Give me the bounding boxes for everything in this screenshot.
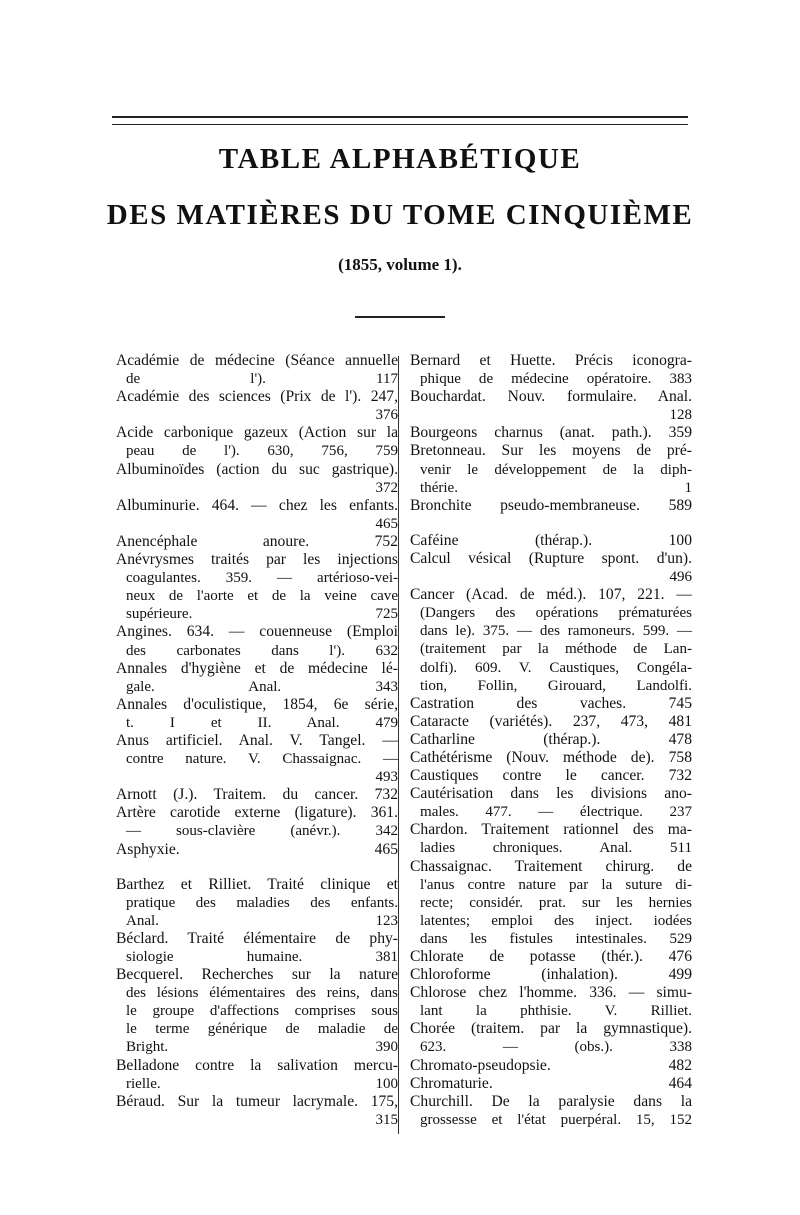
- index-entry-line: Béraud. Sur la tumeur lacrymale. 175,: [116, 1092, 398, 1110]
- index-entry-line: thérie. 1: [420, 479, 692, 496]
- index-entry: [410, 352, 692, 388]
- index-entry-line: — sous-clavière (anévr.). 342: [126, 823, 398, 840]
- index-entry: [410, 424, 692, 442]
- index-entry-line: Chardon. Traitement rationnel des ma-: [410, 821, 692, 839]
- index-entry: [410, 749, 692, 767]
- index-entry-line: des carbonates dans l'). 632: [126, 642, 398, 659]
- index-entry-line: gale. Anal. 343: [126, 678, 398, 695]
- index-entry-line: dans les fistules intestinales. 529: [420, 930, 692, 947]
- index-entry-line: Anal. 123: [126, 912, 398, 929]
- index-entry: [410, 1020, 692, 1056]
- index-entry: [116, 696, 398, 732]
- index-entry: [410, 966, 692, 984]
- index-entry-line: phique de médecine opératoire. 383: [420, 371, 692, 388]
- index-entry-line: Chassaignac. Traitement chirurg. de: [410, 857, 692, 875]
- index-entry: [116, 388, 398, 424]
- index-entry-line: Acide carbonique gazeux (Action sur la: [116, 424, 398, 442]
- index-entry: [410, 767, 692, 785]
- index-entry: [410, 731, 692, 749]
- index-entry-line: tion, Follin, Girouard, Landolfi.: [420, 677, 692, 694]
- index-entry-line: Becquerel. Recherches sur la nature: [116, 966, 398, 984]
- index-entry-line: latentes; emploi des inject. iodées: [420, 912, 692, 929]
- index-entry-line: Annales d'oculistique, 1854, 6e série,: [116, 695, 398, 713]
- index-entry-line: Caféine (thérap.). 100: [410, 531, 692, 549]
- index-entry: [410, 984, 692, 1020]
- index-entry-line: supérieure. 725: [126, 606, 398, 623]
- index-entry-line: males. 477. — électrique. 237: [420, 804, 692, 821]
- index-entry-line: Bronchite pseudo-membraneuse. 589: [410, 496, 692, 514]
- index-entry: [116, 551, 398, 623]
- index-entry-line: siologie humaine. 381: [126, 949, 398, 965]
- index-entry-line: Calcul vésical (Rupture spont. d'un).: [410, 549, 692, 567]
- index-entry-line: Chorée (traitem. par la gymnastique).: [410, 1020, 692, 1038]
- index-entry: [116, 786, 398, 804]
- index-entry: [116, 497, 398, 533]
- index-entry-line: Chlorate de potasse (thér.). 476: [410, 948, 692, 965]
- index-entry-line: (Dangers des opérations prématurées: [420, 605, 692, 622]
- index-entry-line: venir le développement de la diph-: [420, 461, 692, 478]
- index-entry-line: Bernard et Huette. Précis iconogra-: [410, 352, 692, 369]
- index-entry-line: Asphyxie. 465: [116, 840, 398, 858]
- index-entry: [116, 424, 398, 460]
- index-entry-line: 372: [375, 479, 398, 496]
- index-entry: [116, 1093, 398, 1129]
- index-entry: [410, 948, 692, 966]
- index-entry: [116, 966, 398, 1056]
- title-line-1: TABLE ALPHABÉTIQUE: [218, 143, 582, 175]
- index-entry: [116, 876, 398, 930]
- index-entry-line: Catharline (thérap.). 478: [410, 730, 692, 748]
- index-entry-line: Arnott (J.). Traitem. du cancer. 732: [116, 786, 398, 804]
- index-entry: [410, 858, 692, 948]
- index-entry-line: 376: [375, 407, 398, 424]
- index-entry-line: peau de l'). 630, 756, 759: [126, 443, 398, 460]
- index-entry-line: Barthez et Rilliet. Traité clinique et: [116, 875, 398, 893]
- index-entry-line: 465: [375, 515, 398, 532]
- top-double-rule: [112, 116, 688, 118]
- index-entry: [116, 352, 398, 388]
- index-entry: [116, 660, 398, 696]
- index-entry-line: Anencéphale anoure. 752: [116, 532, 398, 550]
- index-entry-line: Angines. 634. — couenneuse (Emploi: [116, 623, 398, 641]
- index-entry-line: Chloroforme (inhalation). 499: [410, 966, 692, 984]
- index-entry: [116, 623, 398, 659]
- index-entry: [116, 732, 398, 786]
- index-entry: [410, 388, 692, 424]
- index-entry-line: Belladone contre la salivation mercu-: [116, 1056, 398, 1074]
- index-entry: [410, 695, 692, 713]
- index-entry: [410, 442, 692, 496]
- top-double-rule-inner: [112, 124, 688, 125]
- index-entry-line: Chlorose chez l'homme. 336. — simu-: [410, 984, 692, 1002]
- right-index-column: [410, 352, 692, 1129]
- index-entry-line: 493: [375, 769, 398, 786]
- index-entry: [410, 586, 692, 695]
- index-entry-line: Académie de médecine (Séance annuelle: [116, 352, 398, 369]
- index-entry-line: Albuminurie. 464. — chez les enfants.: [116, 496, 398, 514]
- index-entry-line: Churchill. De la paralysie dans la: [410, 1092, 692, 1110]
- index-entry-line: Albuminoïdes (action du suc gastrique).: [116, 460, 398, 478]
- index-entry-line: rielle. 100: [126, 1075, 398, 1092]
- index-entry-line: Castration des vaches. 745: [410, 694, 692, 712]
- index-entry-line: Cathétérisme (Nouv. méthode de). 758: [410, 748, 692, 766]
- index-entry: [116, 533, 398, 551]
- index-entry: [410, 1093, 692, 1129]
- index-entry: [410, 713, 692, 731]
- index-entry-line: Béclard. Traité élémentaire de phy-: [116, 929, 398, 947]
- index-entry-line: Bourgeons charnus (anat. path.). 359: [410, 424, 692, 442]
- index-entry-line: t. I et II. Anal. 479: [126, 714, 398, 731]
- index-entry-line: (traitement par la méthode de Lan-: [420, 641, 692, 658]
- index-entry: [116, 1057, 398, 1093]
- index-entry-line: de l'). 117: [126, 371, 398, 388]
- index-entry: [410, 532, 692, 550]
- title-line-2: DES MATIÈRES DU TOME CINQUIÈME: [106, 199, 694, 231]
- index-entry-line: ladies chroniques. Anal. 511: [420, 840, 692, 857]
- index-entry-line: Cancer (Acad. de méd.). 107, 221. —: [410, 586, 692, 604]
- index-entry-line: Caustiques contre le cancer. 732: [410, 767, 692, 785]
- index-entry-line: Cautérisation dans les divisions ano-: [410, 785, 692, 803]
- index-entry-line: Annales d'hygiène et de médecine lé-: [116, 659, 398, 677]
- index-entry-line: neux de l'aorte et de la veine cave: [126, 588, 398, 605]
- index-entry-line: le terme générique de maladie de: [126, 1021, 398, 1038]
- index-entry: [116, 841, 398, 859]
- left-index-column: [116, 352, 398, 1129]
- index-entry-line: des lésions élémentaires des reins, dans: [126, 985, 398, 1002]
- index-entry: [116, 461, 398, 497]
- index-entry-line: Bretonneau. Sur les moyens de pré-: [410, 442, 692, 460]
- index-entry: [410, 1057, 692, 1075]
- index-entry: [410, 821, 692, 857]
- index-entry-line: 623. — (obs.). 338: [420, 1039, 692, 1056]
- index-entry-line: Anus artificiel. Anal. V. Tangel. —: [116, 731, 398, 749]
- index-entry-line: dans le). 375. — des ramoneurs. 599. —: [420, 623, 692, 640]
- index-entry-line: Bouchardat. Nouv. formulaire. Anal.: [410, 388, 692, 406]
- subtitle: (1855, volume 1).: [338, 255, 462, 274]
- short-rule: [355, 316, 445, 318]
- index-entry-line: Chromato-pseudopsie. 482: [410, 1056, 692, 1074]
- index-entry-line: Artère carotide externe (ligature). 361.: [116, 804, 398, 822]
- index-entry: [410, 1075, 692, 1093]
- index-entry: [116, 930, 398, 966]
- index-entry: [410, 785, 692, 821]
- index-entry-line: le groupe d'affections comprises sous: [126, 1003, 398, 1020]
- index-entry-line: dolfi). 609. V. Caustiques, Congéla-: [420, 659, 692, 676]
- index-entry-line: recte; considér. prat. sur les hernies: [420, 894, 692, 911]
- index-entry-line: Bright. 390: [126, 1039, 398, 1056]
- index-entry: [116, 804, 398, 840]
- index-entry: [410, 497, 692, 515]
- index-entry-line: contre nature. V. Chassaignac. —: [126, 751, 398, 768]
- index-entry-line: grossesse et l'état puerpéral. 15, 152: [420, 1111, 692, 1128]
- index-entry-line: coagulantes. 359. — artérioso-vei-: [126, 570, 398, 587]
- index-entry-line: 496: [669, 569, 692, 586]
- index-entry-line: Anévrysmes traités par les injections: [116, 551, 398, 569]
- index-entry: [410, 550, 692, 586]
- index-entry-line: lant la phthisie. V. Rilliet.: [420, 1003, 692, 1020]
- index-entry-line: Chromaturie. 464: [410, 1074, 692, 1092]
- column-divider: [398, 356, 399, 1134]
- index-entry-line: Cataracte (variétés). 237, 473, 481: [410, 712, 692, 730]
- index-entry-line: Académie des sciences (Prix de l'). 247,: [116, 388, 398, 406]
- index-entry-line: l'anus contre nature par la suture di-: [420, 876, 692, 893]
- index-entry-line: 128: [669, 407, 692, 424]
- index-entry-line: 315: [375, 1111, 398, 1128]
- index-entry-line: pratique des maladies des enfants.: [126, 894, 398, 911]
